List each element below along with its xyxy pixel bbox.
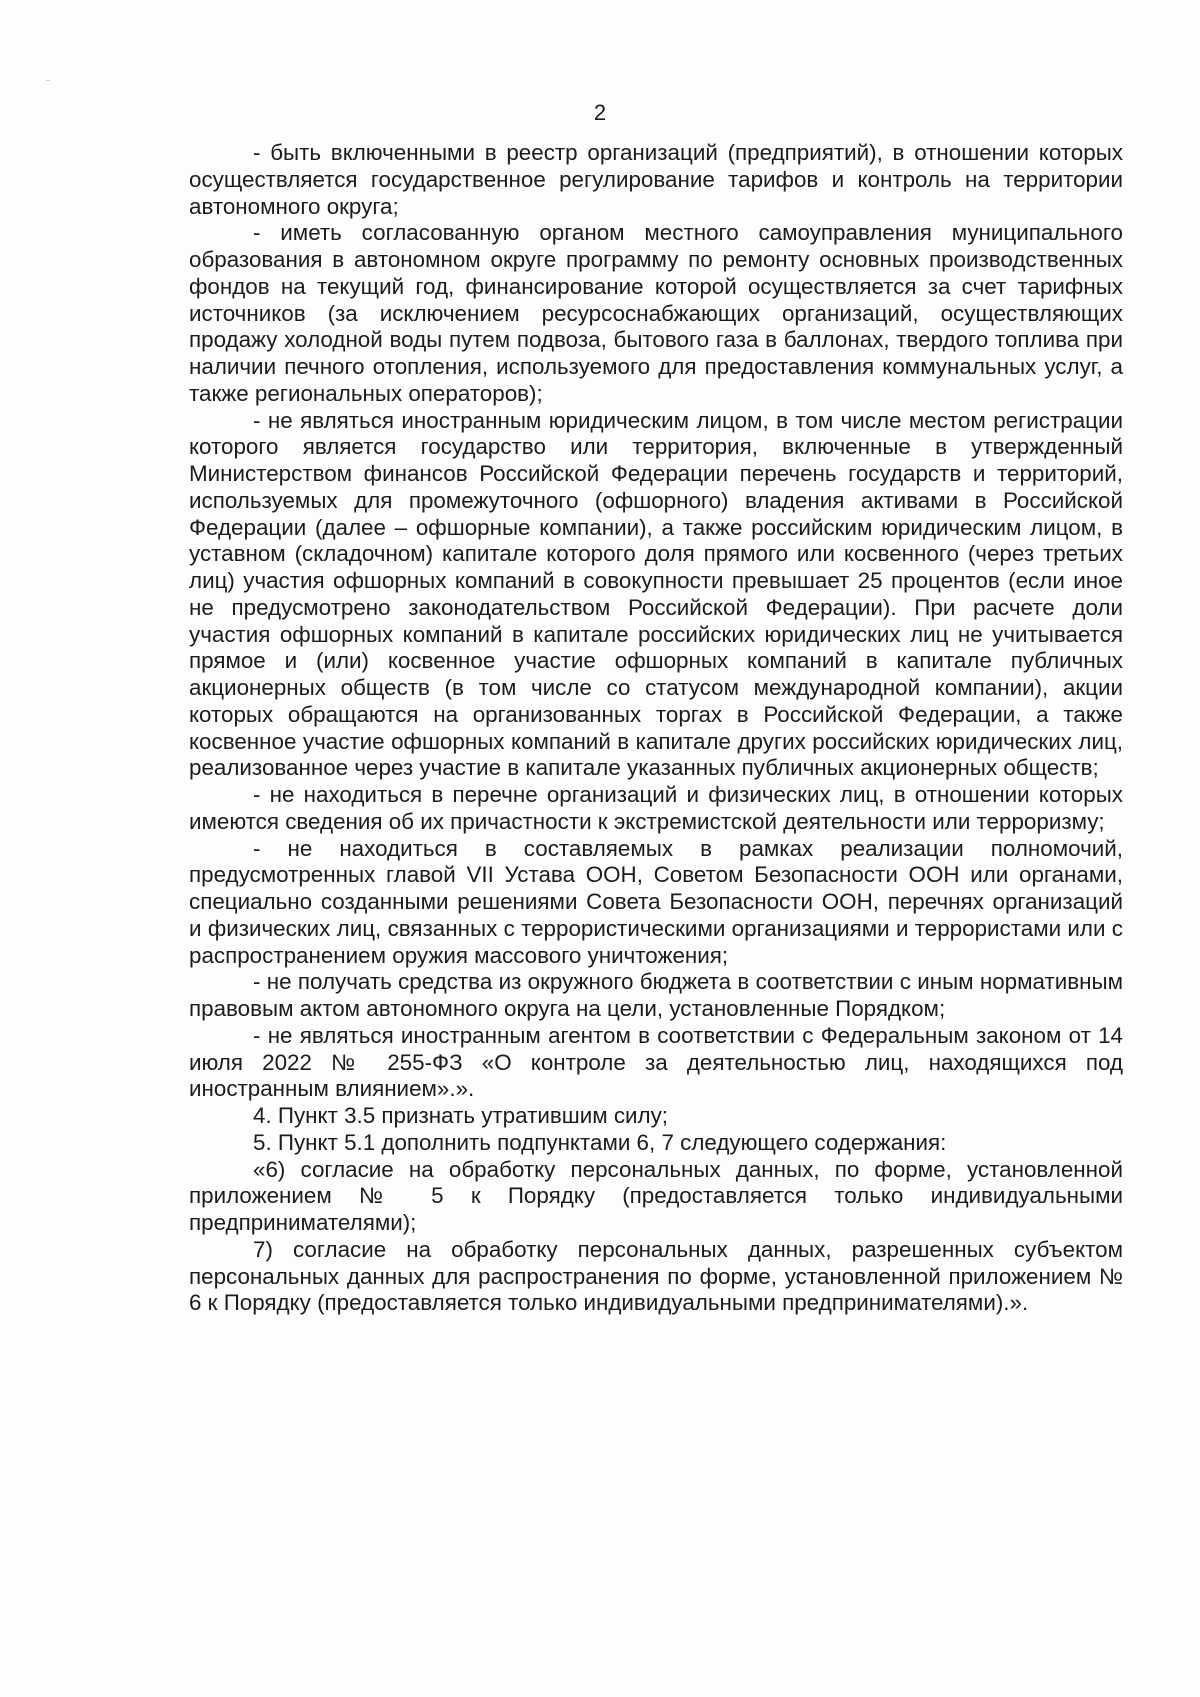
scan-artifact	[46, 80, 50, 81]
paragraph-subitem-6: «6) согласие на обработку персональных данных, по форме, установленной приложением № 5 к Порядку (предоставляется только индивидуальными предпринимателями);	[189, 1156, 1123, 1235]
paragraph-un-sanctions: - не находиться в составляемых в рамках реализации полномочий, предусмотренных главой VII Устава ООН, Советом Безопасности ООН или органами, специально созданными решениями Совета Безопасности ООН, перечнях организаций и физических лиц, связанных с террористическими организациями и террористами или с распространением оружия массового уничтожения;	[189, 835, 1123, 968]
paragraph-item-4: 4. Пункт 3.5 признать утратившим силу;	[253, 1103, 669, 1128]
paragraph-extremism: - не находиться в перечне организаций и физических лиц, в отношении которых имеются сведения об их причастности к экстремистской деятельности или терроризму;	[189, 782, 1123, 834]
paragraph-budget: - не получать средства из окружного бюджета в соответствии с иным нормативным правовым актом автономного округа на цели, установленные Порядком;	[189, 969, 1123, 1021]
paragraph-subitem-7: 7) согласие на обработку персональных данных, разрешенных субъектом персональных данных для распространения по форме, установленной приложением № 6 к Порядку (предоставляется только индивидуальными предпринимателями).».	[189, 1236, 1123, 1316]
page-number: 2	[593, 100, 607, 125]
document-body	[189, 140, 1123, 1317]
paragraph-offshore: - не являться иностранным юридическим лицом, в том числе местом регистрации которого является государство или территория, включенные в утвержденный Министерством финансов Российской Федерации перечень государств и территорий, используемых для промежуточного (офшорного) владения активами в Российской Федерации (далее – офшорные компании), а также российским юридическим лицом, в уставном (складочном) капитале которого доля прямого или косвенного (через третьих лиц) участия офшорных компаний в совокупности превышает 25 процентов (если иное не предусмотрено законодательством Российской Федерации). При расчете доли участия офшорных компаний в капитале российских юридических лиц не учитывается прямое и (или) косвенное участие офшорных компаний в капитале публичных акционерных обществ (в том числе со статусом международной компании), акции которых обращаются на организованных торгах в Российской Федерации, а также косвенное участие офшорных компаний в капитале других российских юридических лиц, реализованное через участие в капитале указанных публичных акционерных обществ;	[189, 407, 1123, 781]
paragraph-foreign-agent: - не являться иностранным агентом в соответствии с Федеральным законом от 14 июля 2022 № 255-ФЗ «О контроле за деятельностью лиц, находящихся под иностранным влиянием».».	[189, 1022, 1123, 1102]
paragraph-repair-program: - иметь согласованную органом местного самоуправления муниципального образования в автономном округе программу по ремонту основных производственных фондов на текущий год, финансирование которой осуществляется за счет тарифных источников (за исключением ресурсоснабжающих организаций, осуществляющих продажу холодной воды путем подвоза, бытового газа в баллонах, твердого топлива при наличии печного отопления, используемого для предоставления коммунальных услуг, а также региональных операторов);	[189, 220, 1123, 406]
paragraph-item-5: 5. Пункт 5.1 дополнить подпунктами 6, 7 следующего содержания:	[253, 1129, 947, 1155]
paragraph-registry: - быть включенными в реестр организаций (предприятий), в отношении которых осуществляется государственное регулирование тарифов и контроль на территории автономного округа;	[189, 140, 1123, 219]
